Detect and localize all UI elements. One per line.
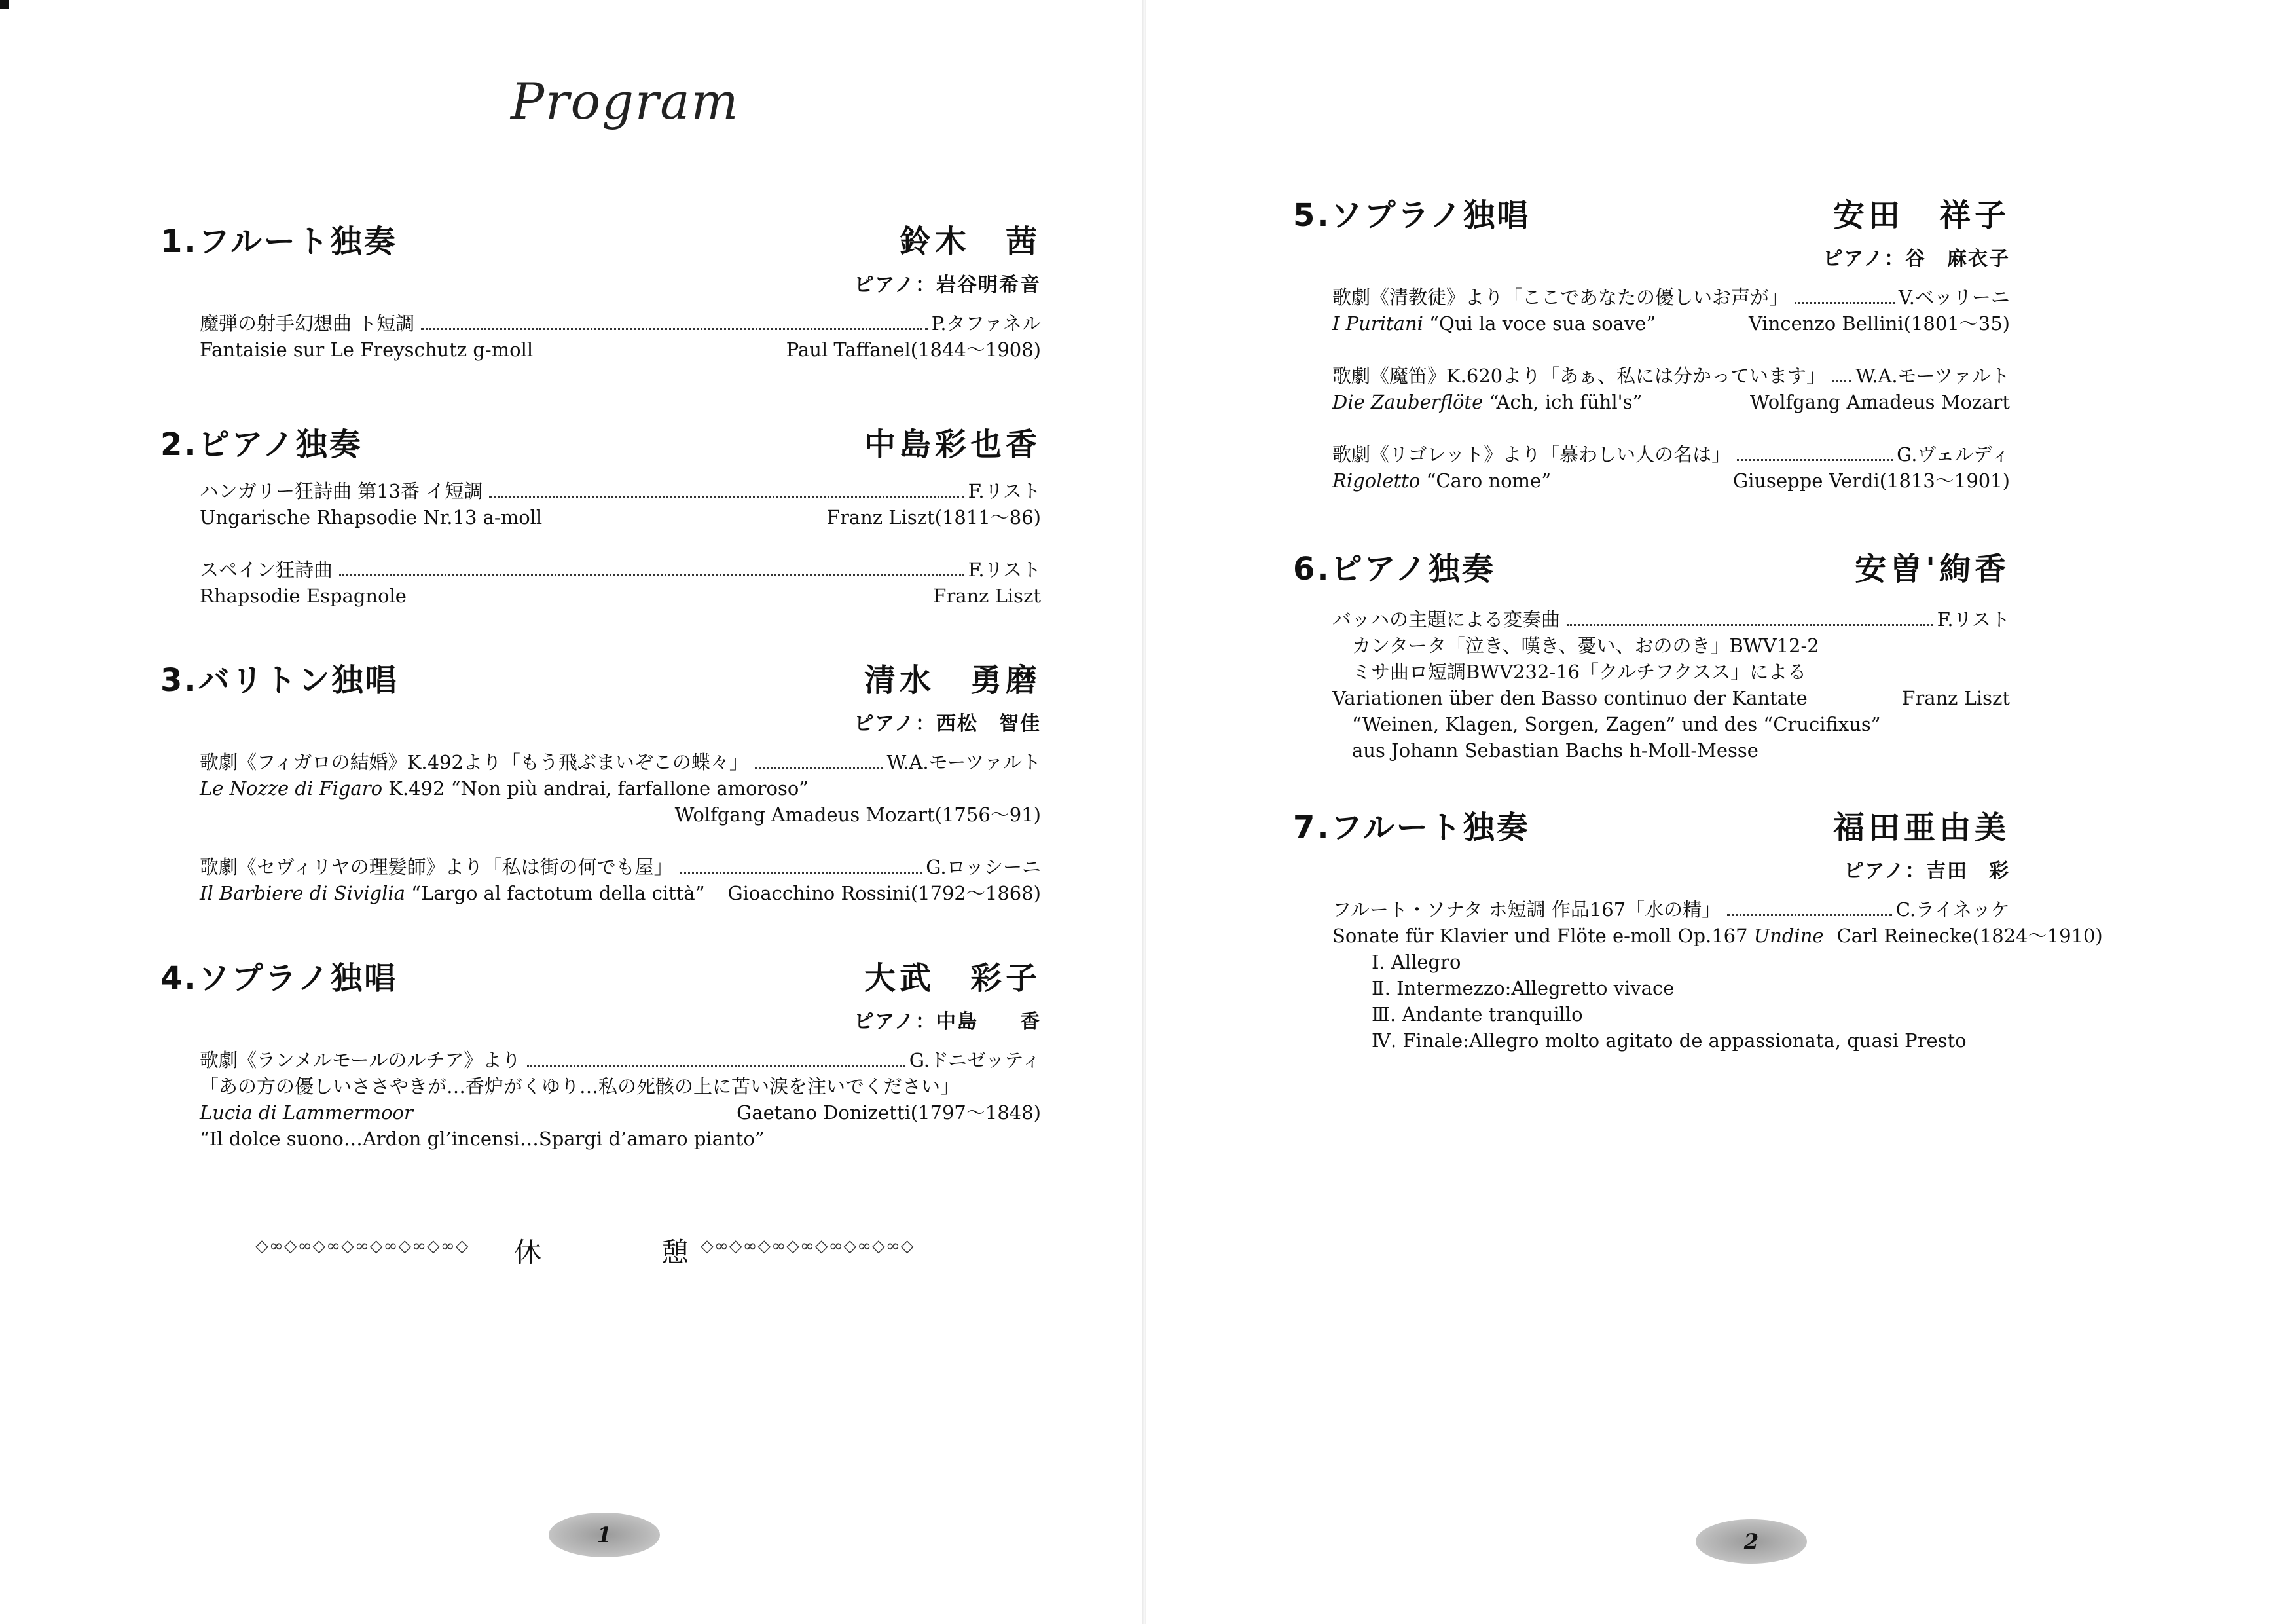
composer-label: F.リスト [968,559,1041,581]
item-number-title: 2.ピアノ独奏 [160,426,363,463]
performer-name: 中島彩也香 [864,426,1041,463]
composer-label: Wolfgang Amadeus Mozart(1756〜91) [674,803,1041,826]
performer-name: 鈴木 茜 [899,223,1041,260]
work-title-italic: Il Barbiere di Siviglia [200,882,405,904]
work-line-text: K.492 “Non più andrai, farfallone amoroso” [382,777,809,800]
composer-label: W.A.モーツァルト [1855,365,2010,387]
scan-corner-mark [0,0,9,9]
program-item [160,655,1041,906]
work-block [1332,284,2010,337]
composer-label: W.A.モーツァルト [886,751,1041,773]
work-title-italic: I Puritani [1332,312,1423,335]
work-line [200,880,1041,906]
dot-leader [1727,914,1892,916]
left-page [0,0,1146,1624]
work-line-text: “Qui la voce sua soave” [1423,312,1656,335]
work-line-left [200,1126,765,1152]
work-line-text: 魔弾の射手幻想曲 ト短調 [200,312,415,335]
work-line [200,775,1041,802]
work-line-left [1332,923,1824,949]
work-line-text: Variationen über den Basso continuo der Kantate [1332,687,1808,709]
work-line [1332,363,2010,389]
program-item [160,953,1041,1152]
intermission [255,1231,943,1270]
intermission-char-b: 憩 [661,1236,689,1268]
accompanist: ピアノ：谷 麻衣子 [1823,248,2010,270]
work-line [1332,633,2010,659]
work-line [1332,389,2010,415]
item-header [1293,190,2010,242]
item-number-title: 3.バリトン独唱 [160,662,399,699]
composer-label: G.ロッシーニ [926,856,1041,878]
performer-name: 清水 勇磨 [864,662,1041,699]
work-line-left [1332,685,1808,711]
composer-label: Paul Taffanel(1844〜1908) [786,339,1041,361]
work-line-left [1372,1001,1583,1027]
accompanist: ピアノ：西松 智佳 [854,712,1041,735]
work-line-text: Ⅰ. Allegro [1372,951,1461,973]
work-line [1332,1001,2010,1027]
program-item [1293,802,2103,1054]
work-line-text: 「あの方の優しいささやきが…香炉がくゆり…私の死骸の上に苦い涙を注いでください」 [200,1075,960,1098]
work-line [1332,896,2010,923]
work-line-left [1332,441,1730,468]
work-line-text: Sonate für Klavier und Flöte e-moll Op.167 [1332,925,1754,947]
work-line [1332,1027,2010,1054]
work-line [200,802,1041,828]
program-item [160,216,1041,363]
item-number-title: 6.ピアノ独奏 [1293,551,1495,587]
intermission-ornament-left: ◇∞◇∞◇∞◇∞◇∞◇∞◇∞◇ [255,1236,469,1256]
dot-leader [1737,459,1893,461]
composer-label: Wolfgang Amadeus Mozart [1749,391,2010,413]
accompanist: ピアノ：岩谷明希音 [854,274,1041,297]
composer-label: C.ライネッケ [1895,898,2010,921]
work-line-text: Ungarische Rhapsodie Nr.13 a-moll [200,506,543,528]
composer-label: Franz Liszt(1811〜86) [826,506,1041,528]
work-line-left [1372,975,1674,1001]
composer-label: F.リスト [1937,608,2010,631]
page-number-badge: 2 [1696,1519,1807,1564]
work-line [200,583,1041,609]
work-line [200,478,1041,504]
composer-label: Gaetano Donizetti(1797〜1848) [737,1101,1041,1124]
work-line [1332,606,2010,633]
work-line-left [1372,949,1461,975]
work-line-left [200,1047,520,1073]
work-line [200,337,1041,363]
work-block [1332,441,2010,494]
work-line [200,310,1041,337]
work-line-text: フルート・ソナタ ホ短調 作品167「水の精」 [1332,898,1721,921]
work-line [200,1073,1041,1099]
dot-leader [339,574,964,576]
composer-label: G.ヴェルディ [1897,443,2010,466]
performer-name: 福田亜由美 [1832,809,2010,846]
work-line [200,504,1041,530]
work-line-left [200,1073,959,1099]
work-line-left [200,310,414,337]
composer-label: Gioacchino Rossini(1792〜1868) [727,882,1041,904]
work-line-left [200,1099,413,1126]
work-line-left [1332,363,1825,389]
work-line-left [1332,468,1551,494]
program-item [160,419,1041,609]
work-block [200,310,1041,363]
performer-name: 安曽'絢香 [1855,551,2010,587]
work-line [200,854,1041,880]
work-line-left [200,557,333,583]
work-line-text: “Weinen, Klagen, Sorgen, Zagen” und des “Crucifixus” [1352,713,1881,735]
work-line-text: ミサ曲ロ短調BWV232-16「クルチフクスス」による [1352,661,1807,683]
work-line-text: 歌劇《フィガロの結婚》K.492より「もう飛ぶまいぞこの蝶々」 [200,751,748,773]
work-line-left [1332,284,1788,310]
composer-label: Carl Reinecke(1824〜1910) [1836,925,2103,947]
item-number-title: 5.ソプラノ独唱 [1293,197,1531,234]
work-block [200,1047,1041,1152]
composer-label: Vincenzo Bellini(1801〜35) [1748,312,2010,335]
work-line-left [200,880,705,906]
work-line-text: バッハの主題による変奏曲 [1332,608,1561,631]
dot-leader [755,767,883,769]
work-line-left [1332,606,1560,633]
item-header [160,419,1041,471]
work-line [1332,659,2010,685]
work-block [1332,606,2010,764]
work-line-text: aus Johann Sebastian Bachs h-Moll-Messe [1352,739,1758,762]
work-line [1332,737,2010,764]
item-header [160,655,1041,707]
work-line-text: Fantaisie sur Le Freyschutz g-moll [200,339,534,361]
composer-label: G.ドニゼッティ [909,1049,1041,1071]
dot-leader [489,496,964,498]
work-line [200,1126,1041,1152]
work-line [1332,468,2010,494]
work-line [1332,975,2010,1001]
work-line-text: 歌劇《魔笛》K.620より「あぁ、私には分かっています」 [1332,365,1825,387]
work-block [200,557,1041,609]
work-block [200,749,1041,828]
work-line-left [200,854,673,880]
composer-label: Franz Liszt [933,585,1041,607]
work-line-left [200,337,533,363]
page-number-badge: 1 [549,1513,660,1557]
work-line-left [1372,1027,1967,1054]
work-title-italic: Undine [1753,925,1824,947]
work-line-left [1332,310,1656,337]
work-line-left [200,749,748,775]
work-title-italic: Lucia di Lammermoor [200,1101,413,1124]
dot-leader [1795,302,1895,304]
composer-label: F.リスト [968,480,1041,502]
work-line-text: スペイン狂詩曲 [200,559,333,581]
dot-leader [680,872,922,874]
work-line-left [1352,737,1758,764]
work-line-left [1352,659,1806,685]
program-item [1293,544,2010,764]
work-line-left [1352,711,1881,737]
composer-label: P.タファネル [931,312,1041,335]
work-title-italic: Rigoletto [1332,470,1421,492]
work-line-text: カンタータ「泣き、嘆き、憂い、おののき」BWV12-2 [1352,635,1819,657]
work-line-text: 歌劇《ランメルモールのルチア》より [200,1049,521,1071]
composer-label: Franz Liszt [1902,687,2010,709]
work-line [1332,923,2103,949]
item-header [1293,544,2010,596]
work-line-left [200,775,809,802]
work-title-italic: Die Zauberflöte [1332,391,1484,413]
work-line [1332,685,2010,711]
composer-label: V.ベッリーニ [1898,286,2010,308]
work-line [200,1047,1041,1073]
work-title-italic: Le Nozze di Figaro [200,777,383,800]
work-line-text: Rhapsodie Espagnole [200,585,407,607]
work-line-text: ハンガリー狂詩曲 第13番 イ短調 [200,480,483,502]
performer-name: 安田 祥子 [1832,197,2010,234]
program-item [1293,190,2010,494]
item-number-title: 7.フルート独奏 [1293,809,1530,846]
work-line-text: “Caro nome” [1420,470,1552,492]
item-header [1293,802,2010,855]
work-block [1332,896,2103,1054]
item-header [160,953,1041,1005]
accompanist: ピアノ：吉田 彩 [1844,860,2010,883]
dot-leader [527,1065,905,1067]
work-line [1332,711,2010,737]
work-line-left [1352,633,1819,659]
work-line-left [200,478,483,504]
work-line [200,557,1041,583]
work-line [1332,310,2010,337]
intermission-ornament-right: ◇∞◇∞◇∞◇∞◇∞◇∞◇∞◇ [701,1236,915,1256]
work-line [200,1099,1041,1126]
program-title: Program [511,72,740,130]
work-line [1332,949,2010,975]
composer-label: Giuseppe Verdi(1813〜1901) [1732,470,2010,492]
work-line-text: Ⅱ. Intermezzo:Allegretto vivace [1372,977,1675,999]
item-number-title: 4.ソプラノ独唱 [160,960,398,997]
work-line-text: 歌劇《清教徒》より「ここであなたの優しいお声が」 [1332,286,1789,308]
work-line-left [200,504,542,530]
item-header [160,216,1041,268]
work-line-text: 歌劇《リゴレット》より「慕わしい人の名は」 [1332,443,1731,466]
work-line [1332,284,2010,310]
performer-name: 大武 彩子 [864,960,1041,997]
dot-leader [1567,624,1933,626]
dot-leader [1832,380,1852,382]
work-line-left [1332,389,1642,415]
work-line [1332,441,2010,468]
accompanist: ピアノ：中島 香 [854,1010,1041,1033]
work-line-text: “Il dolce suono…Ardon gl’incensi…Spargi d’amaro pianto” [200,1128,765,1150]
work-line-text: “Largo al factotum della città” [405,882,705,904]
work-line-left [1332,896,1721,923]
work-block [1332,363,2010,415]
work-block [200,478,1041,530]
work-line-text: 歌劇《セヴィリヤの理髪師》より「私は街の何でも屋」 [200,856,673,878]
dot-leader [421,328,927,330]
right-page [1146,0,2296,1624]
work-line-text: Ⅲ. Andante tranquillo [1372,1003,1583,1025]
work-block [200,854,1041,906]
work-line-left [200,583,407,609]
work-line-text: “Ach, ich fühl's” [1483,391,1643,413]
intermission-char-a: 休 [514,1236,542,1268]
item-number-title: 1.フルート独奏 [160,223,397,260]
work-line [200,749,1041,775]
work-line-text: Ⅳ. Finale:Allegro molto agitato de appassionata, quasi Presto [1372,1029,1967,1052]
